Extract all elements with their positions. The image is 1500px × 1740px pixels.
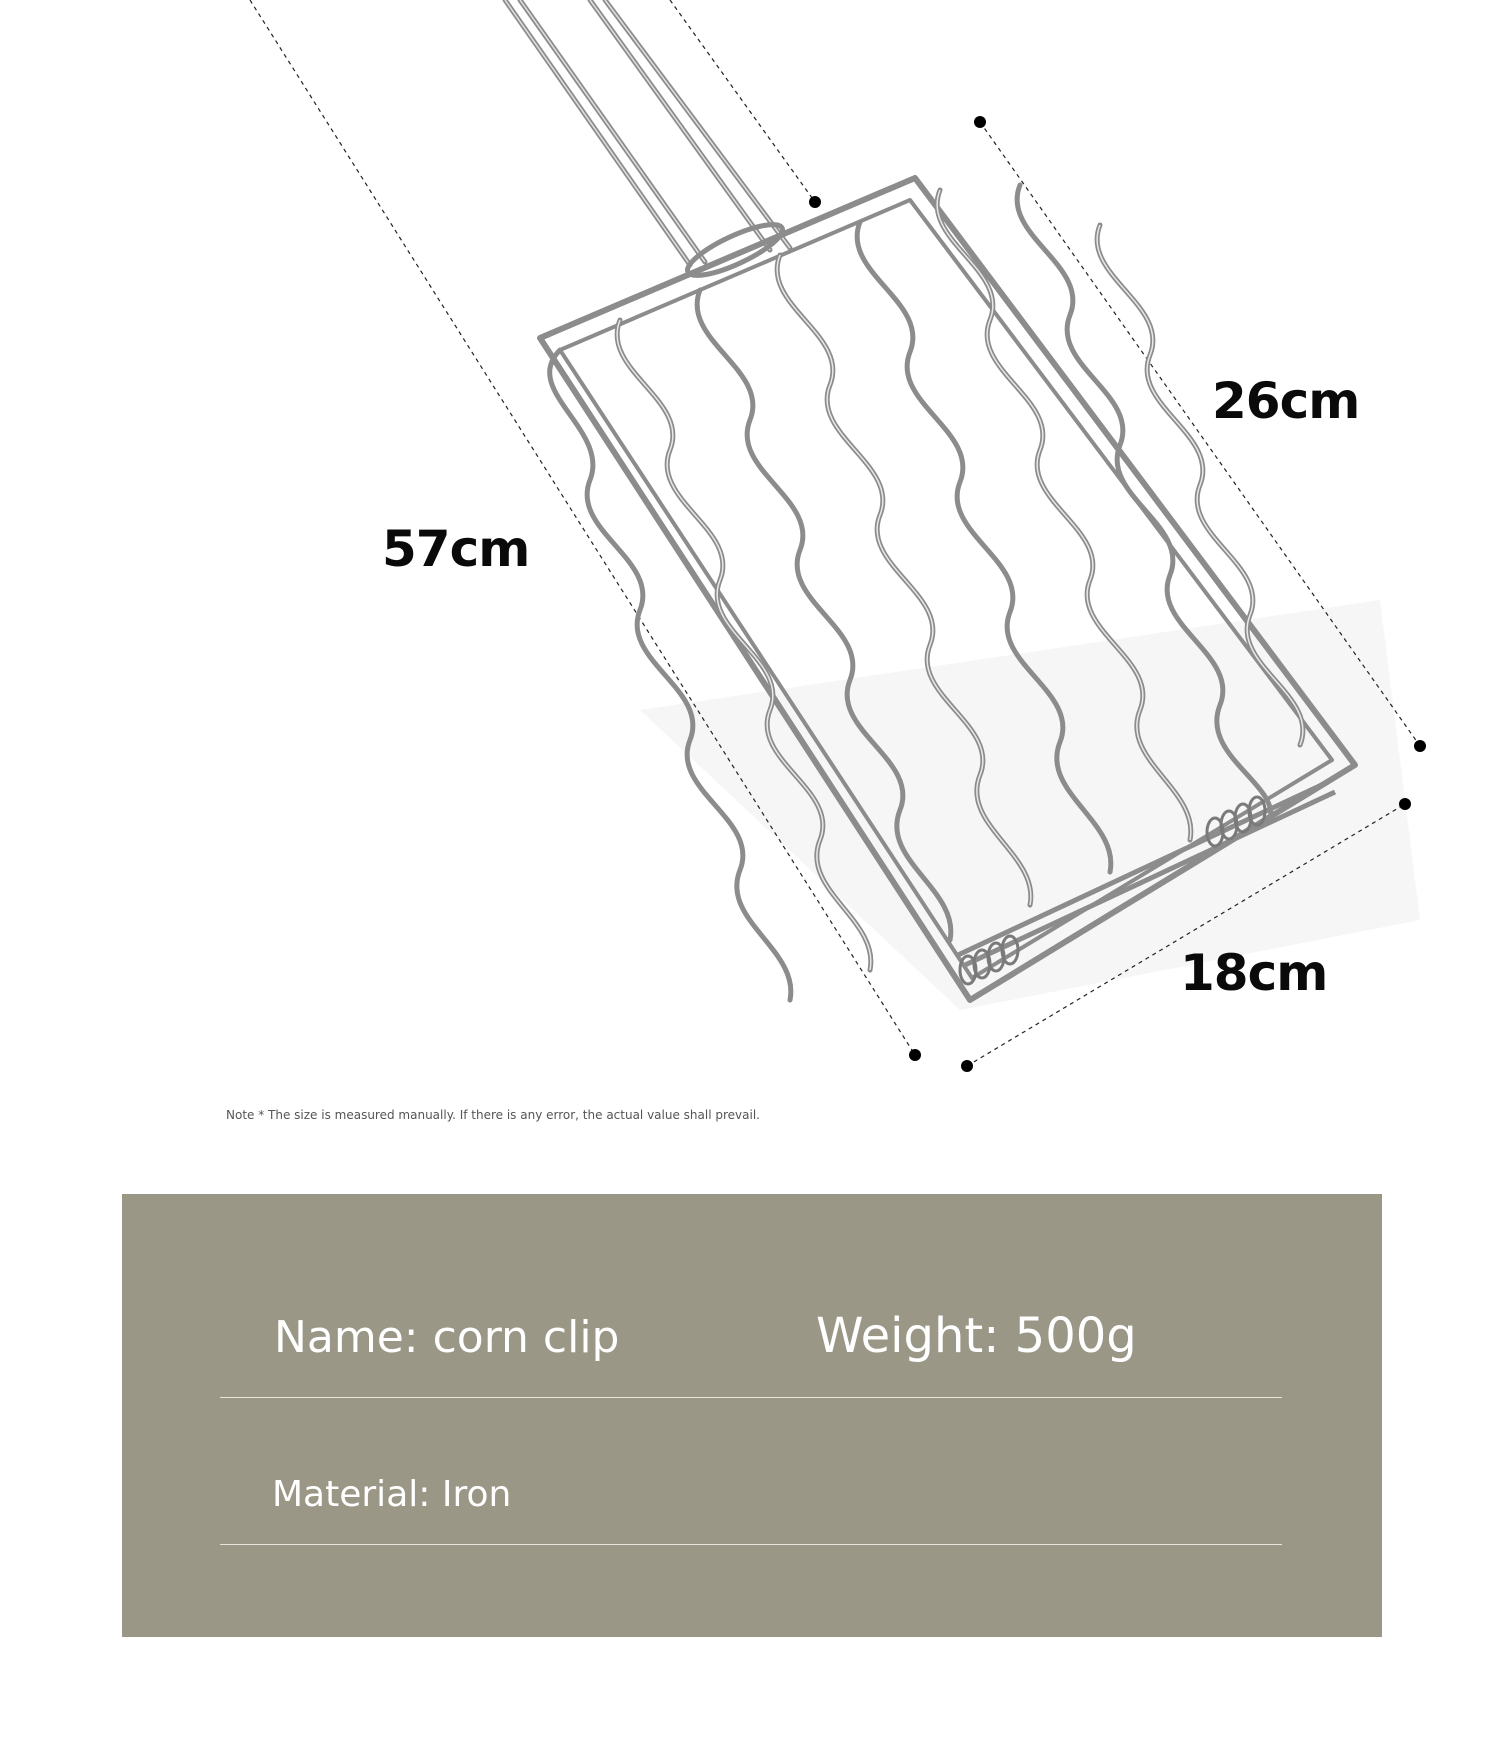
spec-weight: Weight: 500g [816,1308,1137,1364]
dimension-line-handle [670,0,815,202]
divider [220,1544,1282,1545]
dimension-dot [1399,798,1411,810]
dimension-dot [909,1049,921,1061]
dimension-label-depth: 18cm [1180,944,1328,1002]
dimension-dot [974,116,986,128]
dimension-line-length [250,0,915,1055]
spec-panel [122,1194,1382,1637]
dimension-dot [1414,740,1426,752]
dimension-label-length: 57cm [382,520,530,578]
spec-material: Material: Iron [272,1474,512,1515]
dimension-dot [809,196,821,208]
dimension-label-width: 26cm [1212,372,1360,430]
spec-name: Name: corn clip [274,1312,620,1363]
divider [220,1397,1282,1398]
handle-rods-highlight [505,0,790,265]
dimension-dot [961,1060,973,1072]
measurement-note: Note * The size is measured manually. If there is any error, the actual value shall prevail. [226,1108,760,1122]
